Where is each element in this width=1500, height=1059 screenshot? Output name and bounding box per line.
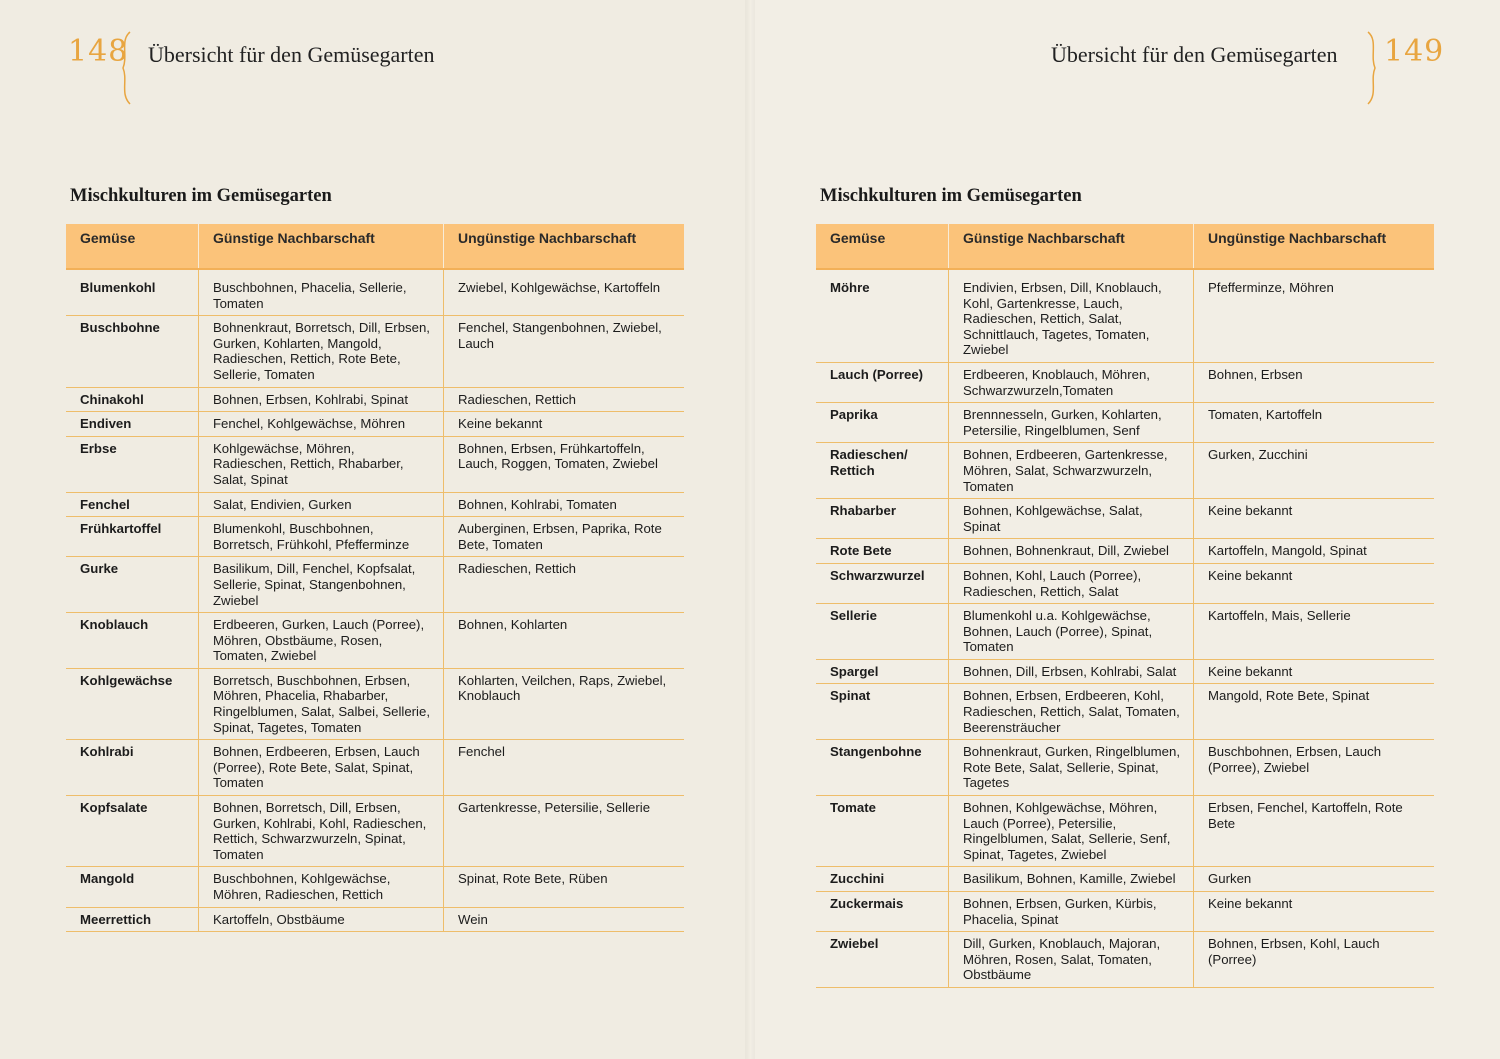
- bad-neighbors-cell: Keine bekannt: [1194, 563, 1435, 603]
- vegetable-cell: Blumenkohl: [66, 276, 199, 316]
- table-row: [816, 892, 1434, 932]
- bad-neighbors-cell: Fenchel, Stangenbohnen, Zwiebel, Lauch: [444, 316, 685, 387]
- section-title-right: Mischkulturen im Gemüsegarten: [820, 186, 1082, 206]
- bad-neighbors-cell: Bohnen, Erbsen, Kohl, Lauch (Porree): [1194, 932, 1435, 988]
- good-neighbors-cell: Bohnen, Kohlgewächse, Möhren, Lauch (Porree), Petersilie, Ringelblumen, Salat, Sellerie, Senf, Spinat, Tagetes, Zwiebel: [949, 796, 1194, 867]
- bad-neighbors-cell: Gurken, Zucchini: [1194, 443, 1435, 499]
- book-gutter: [745, 0, 755, 1059]
- table-row: [816, 659, 1434, 684]
- vegetable-cell: Kopfsalate: [66, 796, 199, 867]
- bad-neighbors-cell: Buschbohnen, Erbsen, Lauch (Porree), Zwiebel: [1194, 740, 1435, 796]
- vegetable-cell: Knoblauch: [66, 613, 199, 669]
- bad-neighbors-cell: Kohlarten, Veilchen, Raps, Zwiebel, Knoblauch: [444, 668, 685, 739]
- good-neighbors-cell: Brennnesseln, Gurken, Kohlarten, Petersilie, Ringelblumen, Senf: [949, 403, 1194, 443]
- good-neighbors-cell: Bohnen, Dill, Erbsen, Kohlrabi, Salat: [949, 659, 1194, 684]
- table-row: [66, 557, 684, 613]
- column-header-good-neighbors: Günstige Nachbarschaft: [949, 224, 1194, 269]
- table-row: [816, 499, 1434, 539]
- page-number-right: 149: [1384, 34, 1445, 69]
- table-row: [66, 412, 684, 437]
- column-header-good-neighbors: Günstige Nachbarschaft: [199, 224, 444, 269]
- vegetable-cell: Schwarzwurzel: [816, 563, 949, 603]
- bad-neighbors-cell: Fenchel: [444, 740, 685, 796]
- column-header-bad-neighbors: Ungünstige Nachbarschaft: [1194, 224, 1435, 269]
- vegetable-cell: Zwiebel: [816, 932, 949, 988]
- bad-neighbors-cell: Keine bekannt: [1194, 499, 1435, 539]
- table-row: [66, 492, 684, 517]
- bad-neighbors-cell: Bohnen, Erbsen: [1194, 362, 1435, 402]
- table-row: [66, 276, 684, 316]
- table-row: [816, 403, 1434, 443]
- section-title-left: Mischkulturen im Gemüsegarten: [70, 186, 332, 206]
- bad-neighbors-cell: Keine bekannt: [1194, 892, 1435, 932]
- running-head-right: Übersicht für den Gemüsegarten: [1051, 42, 1338, 67]
- good-neighbors-cell: Bohnenkraut, Gurken, Ringelblumen, Rote Bete, Salat, Sellerie, Spinat, Tagetes: [949, 740, 1194, 796]
- bad-neighbors-cell: Bohnen, Erbsen, Frühkartoffeln, Lauch, Roggen, Tomaten, Zwiebel: [444, 436, 685, 492]
- column-header-bad-neighbors: Ungünstige Nachbarschaft: [444, 224, 685, 269]
- good-neighbors-cell: Bohnen, Bohnenkraut, Dill, Zwiebel: [949, 539, 1194, 564]
- column-header-vegetable: Gemüse: [66, 224, 199, 269]
- table-row: [816, 684, 1434, 740]
- vegetable-cell: Radieschen/ Rettich: [816, 443, 949, 499]
- bad-neighbors-cell: Zwiebel, Kohlgewächse, Kartoffeln: [444, 276, 685, 316]
- good-neighbors-cell: Bohnen, Kohlgewächse, Salat, Spinat: [949, 499, 1194, 539]
- table-row: [66, 907, 684, 932]
- vegetable-cell: Erbse: [66, 436, 199, 492]
- vegetable-cell: Fenchel: [66, 492, 199, 517]
- table-body-right: [816, 269, 1434, 987]
- running-head-left: Übersicht für den Gemüsegarten: [148, 42, 435, 67]
- table-row: [816, 604, 1434, 660]
- bad-neighbors-cell: Mangold, Rote Bete, Spinat: [1194, 684, 1435, 740]
- good-neighbors-cell: Bohnen, Erbsen, Kohlrabi, Spinat: [199, 387, 444, 412]
- bad-neighbors-cell: Keine bekannt: [1194, 659, 1435, 684]
- bad-neighbors-cell: Kartoffeln, Mangold, Spinat: [1194, 539, 1435, 564]
- table-row: [66, 387, 684, 412]
- vegetable-cell: Möhre: [816, 276, 949, 362]
- vegetable-cell: Buschbohne: [66, 316, 199, 387]
- vegetable-cell: Lauch (Porree): [816, 362, 949, 402]
- vegetable-cell: Mangold: [66, 867, 199, 907]
- good-neighbors-cell: Bohnen, Erdbeeren, Gartenkresse, Möhren, Salat, Schwarzwurzeln, Tomaten: [949, 443, 1194, 499]
- vegetable-cell: Tomate: [816, 796, 949, 867]
- table-row: [66, 436, 684, 492]
- table-row: [816, 443, 1434, 499]
- page-bracket-right-icon: [1364, 30, 1380, 106]
- table-row: [816, 276, 1434, 362]
- vegetable-cell: Paprika: [816, 403, 949, 443]
- table-body-left: [66, 269, 684, 932]
- table-row: [66, 316, 684, 387]
- good-neighbors-cell: Bohnenkraut, Borretsch, Dill, Erbsen, Gurken, Kohlarten, Mangold, Radieschen, Rettich, Rote Bete, Sellerie, Tomaten: [199, 316, 444, 387]
- table-row: [816, 796, 1434, 867]
- good-neighbors-cell: Buschbohnen, Kohlgewächse, Möhren, Radieschen, Rettich: [199, 867, 444, 907]
- vegetable-cell: Chinakohl: [66, 387, 199, 412]
- good-neighbors-cell: Kohlgewächse, Möhren, Radieschen, Rettich, Rhabarber, Salat, Spinat: [199, 436, 444, 492]
- table-row: [66, 668, 684, 739]
- good-neighbors-cell: Erdbeeren, Knoblauch, Möhren, Schwarzwurzeln,Tomaten: [949, 362, 1194, 402]
- table-header-row: [66, 224, 684, 269]
- table-row: [66, 740, 684, 796]
- good-neighbors-cell: Bohnen, Borretsch, Dill, Erbsen, Gurken, Kohlrabi, Kohl, Radieschen, Rettich, Schwarzwurzeln, Spinat, Tomaten: [199, 796, 444, 867]
- bad-neighbors-cell: Auberginen, Erbsen, Paprika, Rote Bete, Tomaten: [444, 517, 685, 557]
- vegetable-cell: Gurke: [66, 557, 199, 613]
- good-neighbors-cell: Erdbeeren, Gurken, Lauch (Porree), Möhren, Obstbäume, Rosen, Tomaten, Zwiebel: [199, 613, 444, 669]
- table-row: [816, 932, 1434, 988]
- bad-neighbors-cell: Spinat, Rote Bete, Rüben: [444, 867, 685, 907]
- bad-neighbors-cell: Wein: [444, 907, 685, 932]
- bad-neighbors-cell: Erbsen, Fenchel, Kartoffeln, Rote Bete: [1194, 796, 1435, 867]
- mixed-culture-table-right: [816, 224, 1434, 988]
- vegetable-cell: Kohlrabi: [66, 740, 199, 796]
- table-row: [816, 867, 1434, 892]
- good-neighbors-cell: Borretsch, Buschbohnen, Erbsen, Möhren, Phacelia, Rhabarber, Ringelblumen, Salat, Salbei, Sellerie, Spinat, Tagetes, Tomaten: [199, 668, 444, 739]
- bad-neighbors-cell: Pfefferminze, Möhren: [1194, 276, 1435, 362]
- bad-neighbors-cell: Kartoffeln, Mais, Sellerie: [1194, 604, 1435, 660]
- table-row: [816, 362, 1434, 402]
- vegetable-cell: Spinat: [816, 684, 949, 740]
- vegetable-cell: Zucchini: [816, 867, 949, 892]
- bad-neighbors-cell: Gurken: [1194, 867, 1435, 892]
- table-row: [66, 796, 684, 867]
- bad-neighbors-cell: Keine bekannt: [444, 412, 685, 437]
- vegetable-cell: Meerrettich: [66, 907, 199, 932]
- good-neighbors-cell: Endivien, Erbsen, Dill, Knoblauch, Kohl, Gartenkresse, Lauch, Radieschen, Rettich, Salat, Schnittlauch, Tagetes, Tomaten, Zwiebel: [949, 276, 1194, 362]
- vegetable-cell: Endiven: [66, 412, 199, 437]
- good-neighbors-cell: Buschbohnen, Phacelia, Sellerie, Tomaten: [199, 276, 444, 316]
- vegetable-cell: Stangenbohne: [816, 740, 949, 796]
- table-spacer-row: [816, 269, 1434, 276]
- good-neighbors-cell: Dill, Gurken, Knoblauch, Majoran, Möhren, Rosen, Salat, Tomaten, Obstbäume: [949, 932, 1194, 988]
- good-neighbors-cell: Blumenkohl, Buschbohnen, Borretsch, Frühkohl, Pfefferminze: [199, 517, 444, 557]
- table-spacer-row: [66, 269, 684, 276]
- good-neighbors-cell: Bohnen, Erbsen, Erdbeeren, Kohl, Radieschen, Rettich, Salat, Tomaten, Beerensträucher: [949, 684, 1194, 740]
- table-row: [816, 539, 1434, 564]
- vegetable-cell: Sellerie: [816, 604, 949, 660]
- good-neighbors-cell: Kartoffeln, Obstbäume: [199, 907, 444, 932]
- bad-neighbors-cell: Radieschen, Rettich: [444, 387, 685, 412]
- vegetable-cell: Zuckermais: [816, 892, 949, 932]
- vegetable-cell: Spargel: [816, 659, 949, 684]
- table-row: [816, 563, 1434, 603]
- table-row: [66, 867, 684, 907]
- page-number-left: 148: [68, 34, 129, 69]
- good-neighbors-cell: Fenchel, Kohlgewächse, Möhren: [199, 412, 444, 437]
- table-row: [66, 517, 684, 557]
- good-neighbors-cell: Bohnen, Erdbeeren, Erbsen, Lauch (Porree), Rote Bete, Salat, Spinat, Tomaten: [199, 740, 444, 796]
- bad-neighbors-cell: Tomaten, Kartoffeln: [1194, 403, 1435, 443]
- good-neighbors-cell: Basilikum, Bohnen, Kamille, Zwiebel: [949, 867, 1194, 892]
- vegetable-cell: Rhabarber: [816, 499, 949, 539]
- table-header-row: [816, 224, 1434, 269]
- bad-neighbors-cell: Bohnen, Kohlrabi, Tomaten: [444, 492, 685, 517]
- bad-neighbors-cell: Gartenkresse, Petersilie, Sellerie: [444, 796, 685, 867]
- bad-neighbors-cell: Radieschen, Rettich: [444, 557, 685, 613]
- page-bracket-left-icon: [118, 30, 134, 106]
- good-neighbors-cell: Salat, Endivien, Gurken: [199, 492, 444, 517]
- bad-neighbors-cell: Bohnen, Kohlarten: [444, 613, 685, 669]
- good-neighbors-cell: Basilikum, Dill, Fenchel, Kopfsalat, Sellerie, Spinat, Stangenbohnen, Zwiebel: [199, 557, 444, 613]
- mixed-culture-table-left: [66, 224, 684, 932]
- good-neighbors-cell: Bohnen, Erbsen, Gurken, Kürbis, Phacelia, Spinat: [949, 892, 1194, 932]
- good-neighbors-cell: Bohnen, Kohl, Lauch (Porree), Radieschen, Rettich, Salat: [949, 563, 1194, 603]
- vegetable-cell: Rote Bete: [816, 539, 949, 564]
- good-neighbors-cell: Blumenkohl u.a. Kohlgewächse, Bohnen, Lauch (Porree), Spinat, Tomaten: [949, 604, 1194, 660]
- column-header-vegetable: Gemüse: [816, 224, 949, 269]
- vegetable-cell: Kohlgewächse: [66, 668, 199, 739]
- table-row: [816, 740, 1434, 796]
- vegetable-cell: Frühkartoffel: [66, 517, 199, 557]
- table-row: [66, 613, 684, 669]
